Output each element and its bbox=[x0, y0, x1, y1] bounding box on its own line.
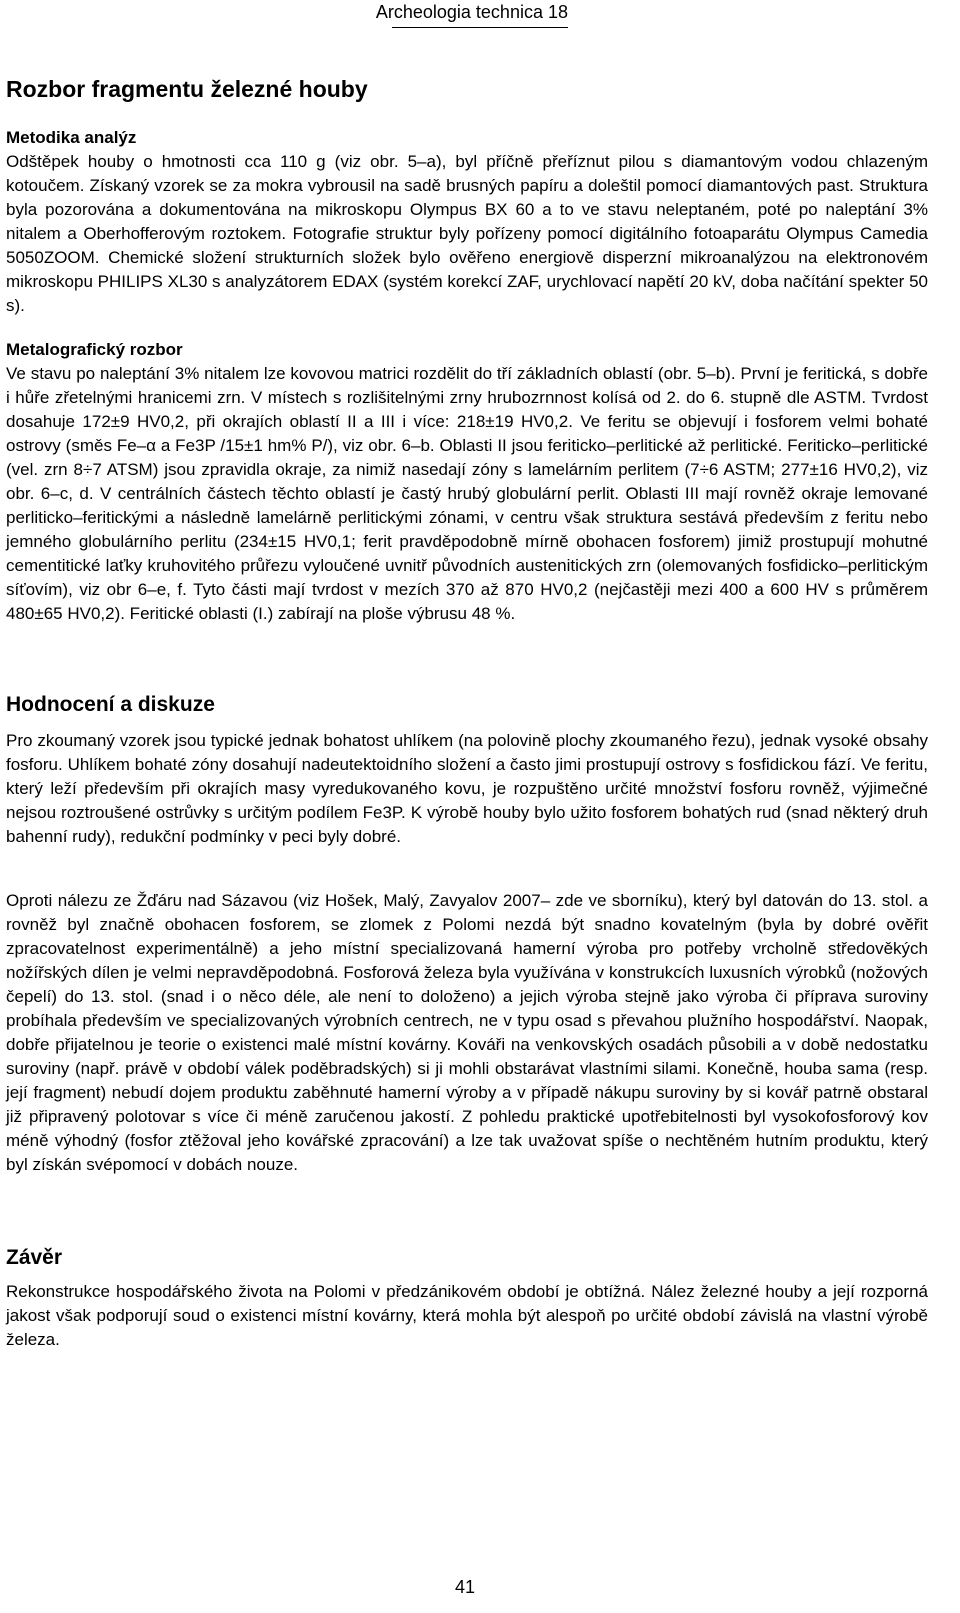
evaluation-text-1: Pro zkoumaný vzorek jsou typické jednak bohatost uhlíkem (na polovině plochy zkoumaného řezu), jednak vysoké obsahy fosforu. Uhlíkem bohaté zóny dosahují nadeutektoidního složení a často jimi prostupují ostrovy s fosfidickou fází. Ve feritu, který leží především při okrajích masy vyredukovaného kovu, je rozpuštěno určité množství fosforu rovněž, výjimečné nejsou roztroušené ostrůvky s určitým podílem Fe3P. K výrobě houby bylo užito fosforem bohatých rud (snad některý druh bahenní rudy), redukční podmínky v peci byly dobré. bbox=[6, 731, 928, 846]
page-title: Rozbor fragmentu železné houby bbox=[6, 76, 368, 102]
methods-text: Odštěpek houby o hmotnosti cca 110 g (viz obr. 5–a), byl příčně přeříznut pilou s diamantovým vodou chlazeným kotoučem. Získaný vzorek se za mokra vybrousil na sadě brusných papíru a doleštil pomocí diamantových past. Struktura byla pozorována a dokumentována na mikroskopu Olympus BX 60 a to ve stavu neleptaném, poté po naleptání 3% nitalem a Oberhofferovým roztokem. Fotografie struktur byly pořízeny pomocí digitálního fotoaparátu Olympus Camedia 5050ZOOM. Chemické složení strukturních složek bylo ověřeno energiově disperzní mikroanalýzou na elektronovém mikroskopu PHILIPS XL30 s analyzátorem EDAX (systém korekcí ZAF, urychlovací napětí 20 kV, doba načítání spekter 50 s). bbox=[6, 152, 928, 315]
page-number: 41 bbox=[455, 1577, 476, 1597]
evaluation-para-1 bbox=[6, 729, 928, 849]
conclusion-heading: Závěr bbox=[6, 1246, 63, 1269]
evaluation-para-2 bbox=[6, 889, 928, 1177]
metallography-text: Ve stavu po naleptání 3% nitalem lze kovovou matrici rozdělit do tří základních oblastí (obr. 5–b). První je feritická, s dobře i hůře zřetelnými hranicemi zrn. V místech s rozlišitelnými zrny hrubozrnnost kolísá od 2. do 6. stupně dle ASTM. Tvrdost dosahuje 172±9 HV0,2, při okrajích oblastí II a III i více: 218±19 HV0,2. Ve feritu se objevují i fosforem velmi bohaté ostrovy (směs Fe–α a Fe3P /15±1 hm% P/), viz obr. 6–b. Oblasti II jsou feriticko–perlitické až perlitické. Feriticko–perlitické (vel. zrn 8÷7 ATSM) jsou zpravidla okraje, za nimiž nasedají zóny s lamelárním perlitem (7÷6 ASTM; 277±16 HV0,2), viz obr. 6–c, d. V centrálních částech těchto oblastí je častý hrubý globulární perlit. Oblasti III mají rovněž okraje lemované perliticko–feritickými a následně lamelárně perlitickými zónami, v centru však struktura sestává především z feritu nebo jemného globulárního perlitu (234±15 HV0,1; ferit pravděpodobně mírně obohacen fosforem) jimiž prostupují mohutné cementitické laťky kruhovitého průřezu vyloučené uvnitř původních austenitických zrn (olemovaných fosfidicko–perlitickým síťovím), viz obr 6–e, f. Tyto části mají tvrdost v mezích 370 až 870 HV0,2 (nejčastěji mezi 400 a 600 HV s průměrem 480±65 HV0,2). Feritické oblasti (I.) zabírají na ploše výbrusu 48 %. bbox=[6, 364, 928, 623]
conclusion-text: Rekonstrukce hospodářského života na Polomi v předzánikovém období je obtížná. Nález železné houby a její rozporná jakost však podporují soud o existenci místní kovárny, která mohla být alespoň po určité období závislá na vlastní výrobě železa. bbox=[6, 1282, 928, 1349]
evaluation-heading: Hodnocení a diskuze bbox=[6, 693, 215, 716]
conclusion-section bbox=[6, 1280, 928, 1352]
methods-section bbox=[6, 126, 928, 318]
running-head: Archeologia technica 18 bbox=[375, 2, 568, 22]
evaluation-text-2: Oproti nálezu ze Žďáru nad Sázavou (viz Hošek, Malý, Zavyalov 2007– zde ve sborníku), který byl datován do 13. stol. a rovněž byl značně obohacen fosforem, se zlomek z Polomi nezdá být snadno kovatelným (byla by dobré ověřit zpracovatelnost experimentálně) a jeho místní specializovaná hamerní výroba pro potřeby vrcholně středověkých nožířských dílen je velmi nepravděpodobná. Fosforová železa byla využívána v konstrukcích luxusních výrobků (nožových čepelí) do 13. stol. (snad i o něco déle, ale není to doloženo) a jejich výroba stejně jako výroba či příprava suroviny probíhala především ve specializovaných výrobních centrech, ne v typu osad s převahou plužního hospodářství. Naopak, dobře přijatelnou je teorie o existenci malé místní kovárny. Kováři na venkovských osadách působili a v době nedostatku suroviny (např. právě v období válek poděbradských) si ji mohli obstarávat vlastními silami. Konečně, houba sama (resp. její fragment) nebudí dojem produktu zaběhnuté hamerní výroby a v případě nákupu suroviny by si kovář patrně obstaral již připravený polotovar s více či méně zaručenou jakostí. Z pohledu praktické upotřebitelnosti byl vysokofosforový kov méně výhodný (fosfor ztěžoval jeho kovářské zpracování) a lze tak uvažovat spíše o nechtěném hutním produktu, který byl získán svépomocí v dobách nouze. bbox=[6, 891, 928, 1174]
metallography-section bbox=[6, 338, 928, 626]
methods-heading: Metodika analýz bbox=[6, 128, 137, 147]
metallography-heading: Metalografický rozbor bbox=[6, 340, 183, 359]
header-rule bbox=[392, 27, 568, 28]
